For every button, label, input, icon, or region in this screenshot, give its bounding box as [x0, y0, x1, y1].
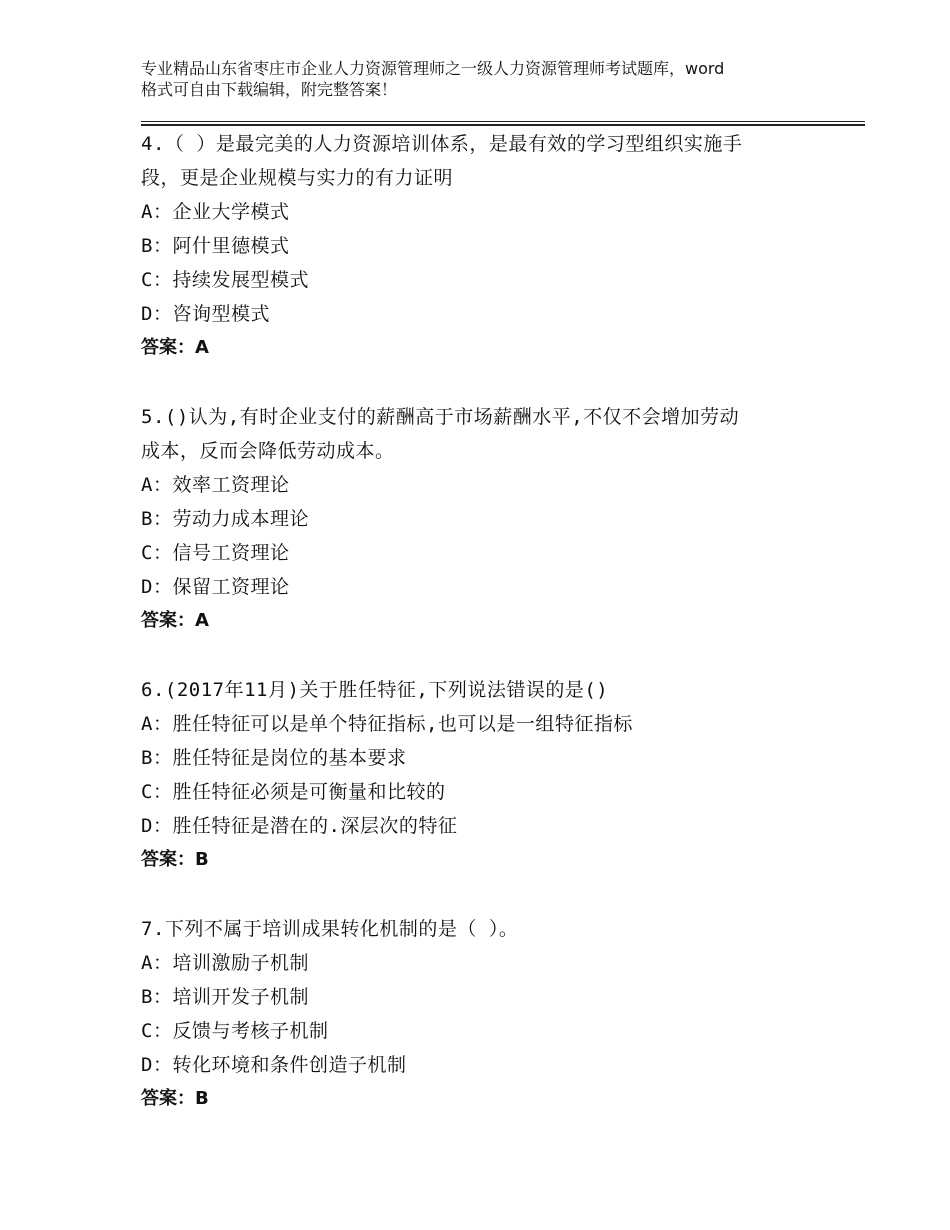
option-d: D：咨询型模式	[141, 303, 270, 325]
answer-label: 答案：B	[141, 849, 209, 870]
option-c: C：反馈与考核子机制	[141, 1020, 329, 1042]
option-d: D：胜任特征是潜在的.深层次的特征	[141, 815, 458, 837]
option-a: A：效率工资理论	[141, 474, 290, 496]
question-stem-line: 6.(2017年11月)关于胜任特征,下列说法错误的是()	[141, 679, 609, 701]
option-b: B：培训开发子机制	[141, 986, 309, 1008]
question-4	[141, 127, 811, 365]
option-a: A：胜任特征可以是单个特征指标,也可以是一组特征指标	[141, 713, 633, 735]
option-a: A：企业大学模式	[141, 201, 290, 223]
question-stem-line: 5.()认为,有时企业支付的薪酬高于市场薪酬水平,不仅不会增加劳动	[141, 406, 740, 428]
answer-label: 答案：A	[141, 337, 209, 358]
option-b: B：阿什里德模式	[141, 235, 290, 257]
option-d: D：转化环境和条件创造子机制	[141, 1054, 407, 1076]
question-7	[141, 912, 811, 1116]
option-b: B：胜任特征是岗位的基本要求	[141, 747, 407, 769]
header-divider-thick	[141, 124, 865, 126]
question-5	[141, 400, 811, 638]
question-stem-line: 段，更是企业规模与实力的有力证明	[141, 167, 454, 189]
option-c: C：胜任特征必须是可衡量和比较的	[141, 781, 446, 803]
question-stem-line: 4.（ ）是最完美的人力资源培训体系，是最有效的学习型组织实施手	[141, 133, 743, 155]
question-6	[141, 673, 811, 877]
document-header	[141, 58, 841, 100]
question-stem-line: 7.下列不属于培训成果转化机制的是（ ）。	[141, 918, 519, 940]
header-line-2: 格式可自由下载编辑，附完整答案！	[141, 80, 398, 99]
header-line-1: 专业精品山东省枣庄市企业人力资源管理师之一级人力资源管理师考试题库，word	[141, 59, 725, 78]
option-c: C：持续发展型模式	[141, 269, 309, 291]
option-a: A：培训激励子机制	[141, 952, 309, 974]
question-stem-line: 成本，反而会降低劳动成本。	[141, 440, 395, 462]
header-divider-thin	[141, 121, 865, 122]
option-d: D：保留工资理论	[141, 576, 290, 598]
answer-label: 答案：A	[141, 610, 209, 631]
option-b: B：劳动力成本理论	[141, 508, 309, 530]
option-c: C：信号工资理论	[141, 542, 290, 564]
answer-label: 答案：B	[141, 1088, 209, 1109]
